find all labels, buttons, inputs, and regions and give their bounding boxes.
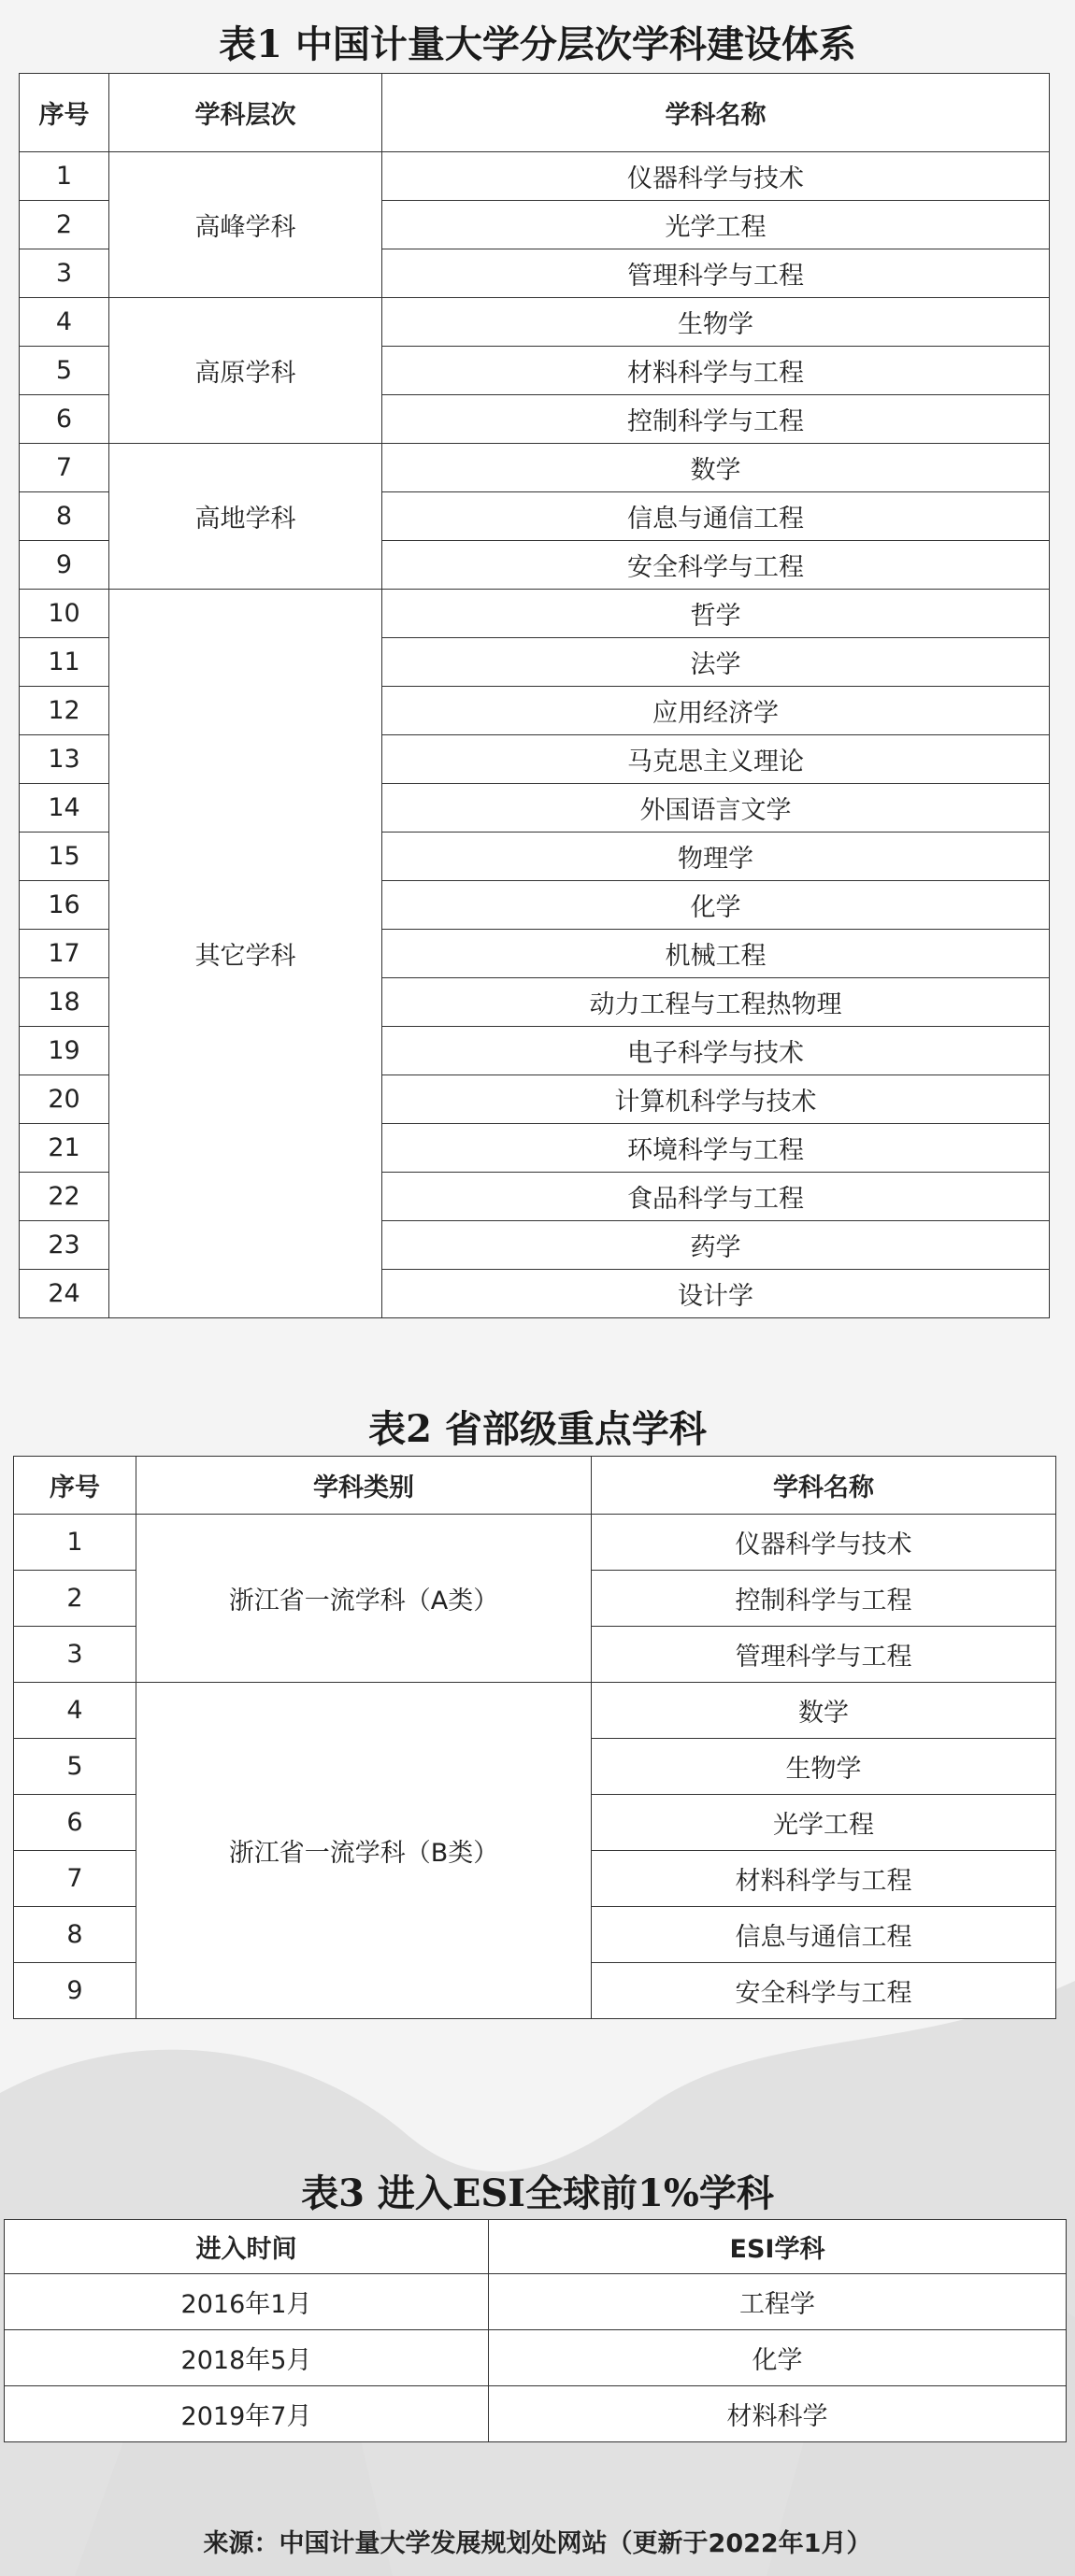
table1-discipline-levels — [19, 73, 1050, 1318]
discipline-name-cell: 数学 — [382, 444, 1050, 492]
row-index-cell: 10 — [20, 590, 109, 638]
row-index-cell: 21 — [20, 1124, 109, 1173]
discipline-name-cell: 机械工程 — [382, 930, 1050, 978]
row-index-cell: 11 — [20, 638, 109, 687]
table-row — [14, 1683, 1056, 1739]
discipline-name-cell: 安全科学与工程 — [382, 541, 1050, 590]
table2-title: 表2 省部级重点学科 — [368, 1407, 707, 1451]
table3-header-time: 进入时间 — [5, 2220, 489, 2274]
discipline-name-cell: 药学 — [382, 1221, 1050, 1270]
row-index-cell: 13 — [20, 735, 109, 784]
source-note: 来源：中国计量大学发展规划处网站（更新于2022年1月） — [203, 2529, 872, 2558]
discipline-name-cell: 马克思主义理论 — [382, 735, 1050, 784]
discipline-name-cell: 控制科学与工程 — [382, 395, 1050, 444]
table3-title: 表3 进入ESI全球前1%学科 — [301, 2171, 774, 2215]
discipline-name-cell: 哲学 — [382, 590, 1050, 638]
row-index-cell: 7 — [20, 444, 109, 492]
discipline-name-cell: 光学工程 — [592, 1795, 1056, 1851]
discipline-name-cell: 数学 — [592, 1683, 1056, 1739]
table2-provincial-key-disciplines — [13, 1456, 1056, 2019]
row-index-cell: 8 — [14, 1907, 136, 1963]
table1-header-level: 学科层次 — [109, 74, 382, 152]
row-index-cell: 14 — [20, 784, 109, 833]
row-index-cell: 4 — [14, 1683, 136, 1739]
table3-esi-disciplines — [4, 2219, 1067, 2442]
row-index-cell: 24 — [20, 1270, 109, 1318]
row-index-cell: 3 — [20, 249, 109, 298]
row-index-cell: 8 — [20, 492, 109, 541]
row-index-cell: 2 — [14, 1571, 136, 1627]
level-group-cell: 浙江省一流学科（B类） — [136, 1683, 592, 2019]
discipline-name-cell: 生物学 — [592, 1739, 1056, 1795]
esi-discipline-cell: 工程学 — [489, 2274, 1067, 2330]
discipline-name-cell: 电子科学与技术 — [382, 1027, 1050, 1075]
discipline-name-cell: 设计学 — [382, 1270, 1050, 1318]
row-index-cell: 19 — [20, 1027, 109, 1075]
discipline-name-cell: 计算机科学与技术 — [382, 1075, 1050, 1124]
discipline-name-cell: 光学工程 — [382, 201, 1050, 249]
row-index-cell: 7 — [14, 1851, 136, 1907]
discipline-name-cell: 化学 — [382, 881, 1050, 930]
table2-header-category: 学科类别 — [136, 1457, 592, 1515]
table-row — [5, 2330, 1067, 2386]
discipline-name-cell: 环境科学与工程 — [382, 1124, 1050, 1173]
table1-title: 表1 中国计量大学分层次学科建设体系 — [219, 22, 856, 66]
table3-header-esi: ESI学科 — [489, 2220, 1067, 2274]
row-index-cell: 20 — [20, 1075, 109, 1124]
level-group-cell: 高峰学科 — [109, 152, 382, 298]
discipline-name-cell: 安全科学与工程 — [592, 1963, 1056, 2019]
table-row — [14, 1515, 1056, 1571]
level-group-cell: 高原学科 — [109, 298, 382, 444]
level-group-cell: 浙江省一流学科（A类） — [136, 1515, 592, 1683]
discipline-name-cell: 仪器科学与技术 — [382, 152, 1050, 201]
table-row — [5, 2274, 1067, 2330]
level-group-cell: 其它学科 — [109, 590, 382, 1318]
esi-discipline-cell: 材料科学 — [489, 2386, 1067, 2442]
row-index-cell: 3 — [14, 1627, 136, 1683]
table-row — [20, 444, 1050, 492]
row-index-cell: 15 — [20, 833, 109, 881]
table1-header-index: 序号 — [20, 74, 109, 152]
discipline-name-cell: 食品科学与工程 — [382, 1173, 1050, 1221]
discipline-name-cell: 管理科学与工程 — [382, 249, 1050, 298]
row-index-cell: 17 — [20, 930, 109, 978]
row-index-cell: 9 — [14, 1963, 136, 2019]
row-index-cell: 1 — [14, 1515, 136, 1571]
discipline-name-cell: 信息与通信工程 — [592, 1907, 1056, 1963]
row-index-cell: 22 — [20, 1173, 109, 1221]
discipline-name-cell: 材料科学与工程 — [382, 347, 1050, 395]
row-index-cell: 6 — [14, 1795, 136, 1851]
discipline-name-cell: 动力工程与工程热物理 — [382, 978, 1050, 1027]
row-index-cell: 2 — [20, 201, 109, 249]
entry-time-cell: 2019年7月 — [5, 2386, 489, 2442]
discipline-name-cell: 物理学 — [382, 833, 1050, 881]
entry-time-cell: 2018年5月 — [5, 2330, 489, 2386]
row-index-cell: 23 — [20, 1221, 109, 1270]
discipline-name-cell: 仪器科学与技术 — [592, 1515, 1056, 1571]
row-index-cell: 18 — [20, 978, 109, 1027]
discipline-name-cell: 应用经济学 — [382, 687, 1050, 735]
discipline-name-cell: 材料科学与工程 — [592, 1851, 1056, 1907]
entry-time-cell: 2016年1月 — [5, 2274, 489, 2330]
table-row — [20, 590, 1050, 638]
discipline-name-cell: 法学 — [382, 638, 1050, 687]
table2-header-name: 学科名称 — [592, 1457, 1056, 1515]
esi-discipline-cell: 化学 — [489, 2330, 1067, 2386]
table-row — [20, 298, 1050, 347]
row-index-cell: 16 — [20, 881, 109, 930]
table2-header-index: 序号 — [14, 1457, 136, 1515]
discipline-name-cell: 生物学 — [382, 298, 1050, 347]
discipline-name-cell: 控制科学与工程 — [592, 1571, 1056, 1627]
row-index-cell: 1 — [20, 152, 109, 201]
table-row — [20, 152, 1050, 201]
row-index-cell: 4 — [20, 298, 109, 347]
row-index-cell: 5 — [14, 1739, 136, 1795]
table1-header-name: 学科名称 — [382, 74, 1050, 152]
row-index-cell: 9 — [20, 541, 109, 590]
discipline-name-cell: 管理科学与工程 — [592, 1627, 1056, 1683]
discipline-name-cell: 外国语言文学 — [382, 784, 1050, 833]
row-index-cell: 5 — [20, 347, 109, 395]
row-index-cell: 12 — [20, 687, 109, 735]
level-group-cell: 高地学科 — [109, 444, 382, 590]
discipline-name-cell: 信息与通信工程 — [382, 492, 1050, 541]
row-index-cell: 6 — [20, 395, 109, 444]
table-row — [5, 2386, 1067, 2442]
